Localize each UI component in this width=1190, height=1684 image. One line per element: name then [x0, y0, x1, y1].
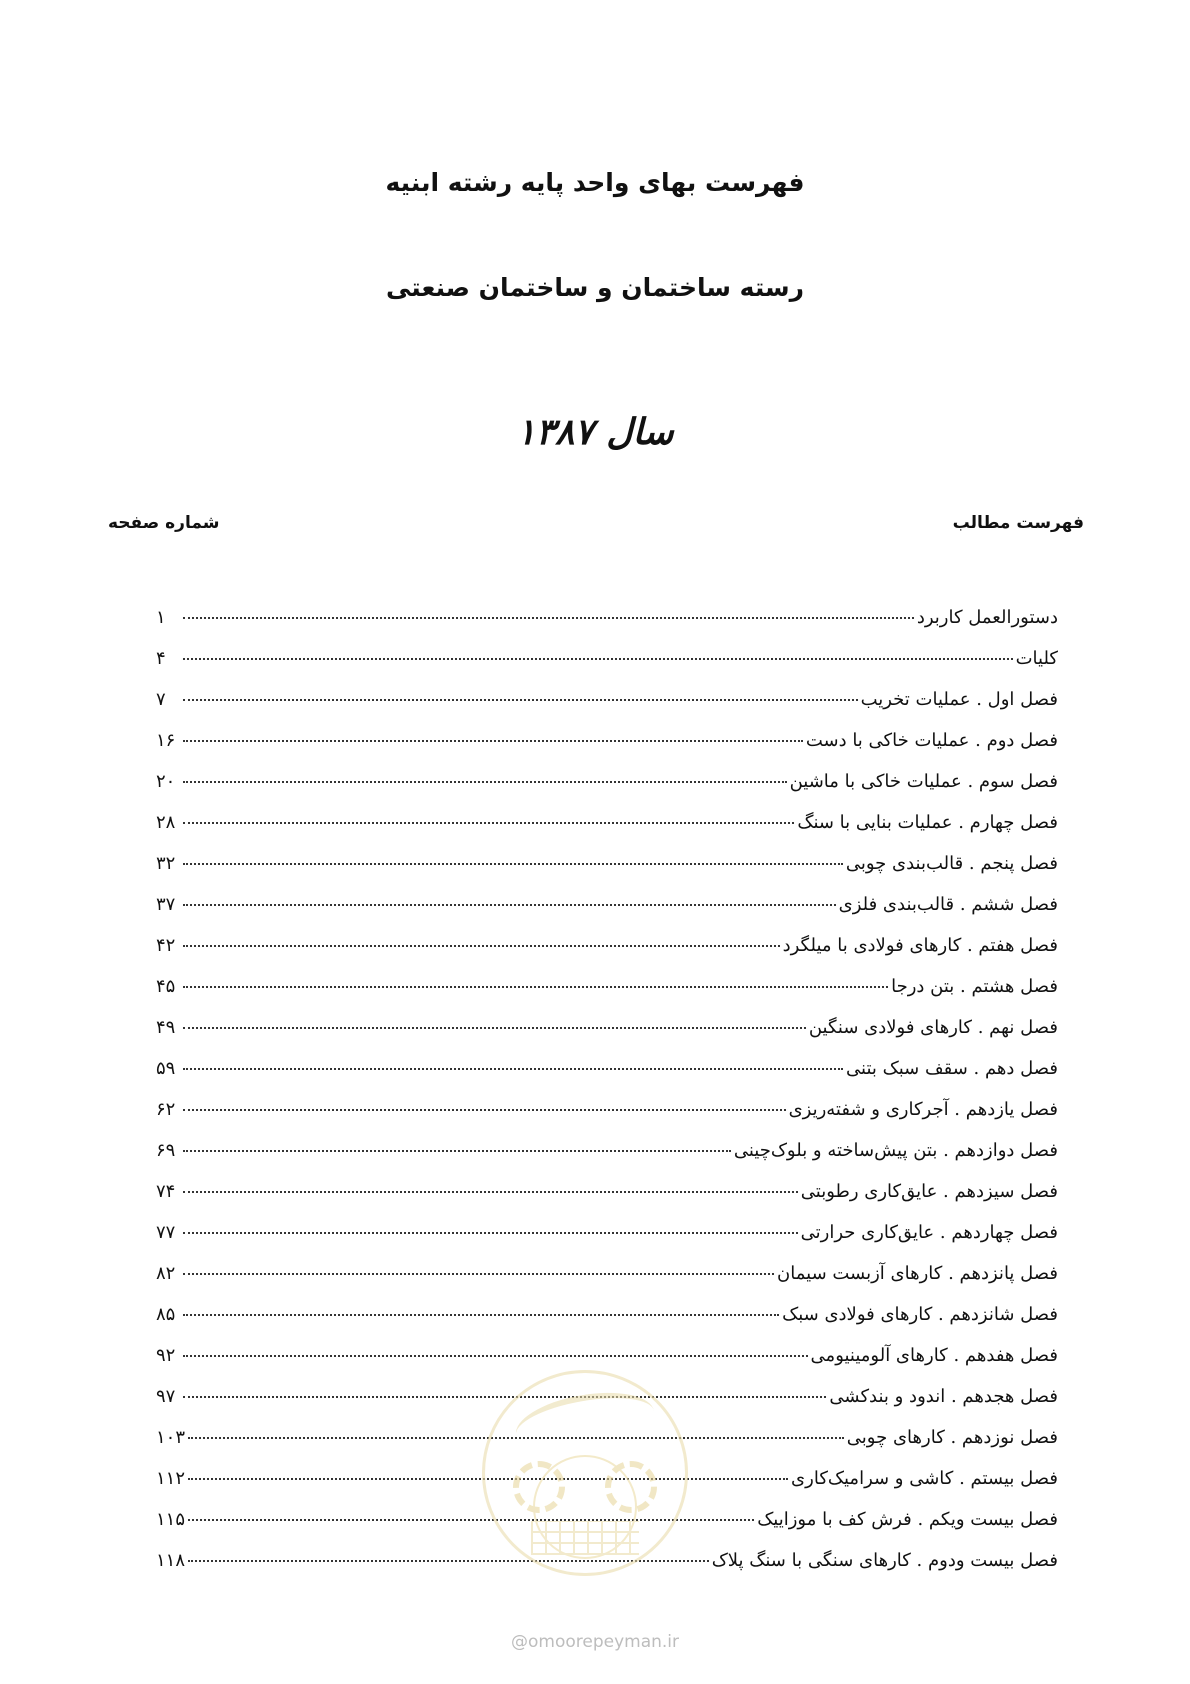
toc-entry-label: فصل دوم . عملیات خاکی با دست — [805, 730, 1058, 751]
toc-entry-page: ۴ — [156, 648, 166, 669]
toc-entry-label: فصل بیستم . کاشی و سرامیک‌کاری — [791, 1468, 1058, 1489]
toc-entry-label: فصل چهاردهم . عایق‌کاری حرارتی — [800, 1222, 1058, 1243]
toc-entry-label: فصل هجدهم . اندود و بندکشی — [829, 1386, 1058, 1407]
toc-entry-page: ۷۴ — [156, 1181, 176, 1202]
toc-entry-page: ۶۹ — [156, 1140, 176, 1161]
leader-dots — [183, 781, 787, 783]
toc-entry-label: فصل نهم . کارهای فولادی سنگین — [808, 1017, 1058, 1038]
toc-entry-page: ۲۸ — [156, 812, 176, 833]
document-subtitle: رسته ساختمان و ساختمان صنعتی — [385, 273, 805, 302]
toc-entry-page: ۹۲ — [156, 1345, 176, 1366]
toc-entry[interactable] — [156, 1140, 1058, 1181]
toc-entry-label: فصل یازدهم . آجرکاری و شفته‌ریزی — [788, 1099, 1058, 1120]
toc-entry[interactable] — [156, 894, 1058, 935]
toc-entry-page: ۲۰ — [156, 771, 176, 792]
toc-entry-page: ۵۹ — [156, 1058, 176, 1079]
document-year: سال ۱۳۸۷ — [516, 412, 674, 453]
toc-entry-label: فصل هفدهم . کارهای آلومینیومی — [810, 1345, 1058, 1366]
toc-entry[interactable] — [156, 1181, 1058, 1222]
toc-entry-label: فصل سیزدهم . عایق‌کاری رطوبتی — [800, 1181, 1058, 1202]
toc-entry-label: فصل هفتم . کارهای فولادی با میلگرد — [782, 935, 1058, 956]
toc-entry-label: فصل هشتم . بتن درجا — [891, 976, 1058, 997]
toc-entry-page: ۳۲ — [156, 853, 176, 874]
toc-entry[interactable] — [156, 976, 1058, 1017]
gear-icon — [513, 1461, 565, 1513]
toc-entry-label: فصل اول . عملیات تخریب — [860, 689, 1058, 710]
leader-dots — [183, 1150, 731, 1152]
toc-entry[interactable] — [156, 771, 1058, 812]
toc-entry[interactable] — [156, 1058, 1058, 1099]
toc-heading: فهرست مطالب — [952, 513, 1084, 533]
toc-entry[interactable] — [156, 935, 1058, 976]
toc-entry-label: فصل دهم . سقف سبک بتنی — [846, 1058, 1058, 1079]
toc-entry-page: ۱۱۵ — [156, 1509, 186, 1530]
toc-entry[interactable] — [156, 1222, 1058, 1263]
toc-entry-page: ۴۹ — [156, 1017, 176, 1038]
seal-grid-mark — [531, 1521, 639, 1555]
leader-dots — [183, 1273, 774, 1275]
toc-entry-page: ۴۲ — [156, 935, 176, 956]
leader-dots — [183, 1232, 798, 1234]
leader-dots — [183, 863, 843, 865]
toc-entry-page: ۳۷ — [156, 894, 176, 915]
toc-entry-page: ۴۵ — [156, 976, 176, 997]
leader-dots — [183, 1068, 843, 1070]
toc-entry[interactable] — [156, 812, 1058, 853]
toc-entry-page: ۷ — [156, 689, 166, 710]
toc-entry-label: فصل چهارم . عملیات بنایی با سنگ — [797, 812, 1058, 833]
toc-entry[interactable] — [156, 607, 1058, 648]
toc-entry-label: فصل بیست ودوم . کارهای سنگی با سنگ پلاک — [711, 1550, 1058, 1571]
leader-dots — [183, 822, 794, 824]
toc-entry[interactable] — [156, 689, 1058, 730]
toc-entry-page: ۹۷ — [156, 1386, 176, 1407]
toc-entry-label: فصل شانزدهم . کارهای فولادی سبک — [782, 1304, 1058, 1325]
toc-entry-page: ۱۰۳ — [156, 1427, 186, 1448]
toc-entry[interactable] — [156, 1099, 1058, 1140]
toc-entry[interactable] — [156, 853, 1058, 894]
toc-entry[interactable] — [156, 1304, 1058, 1345]
leader-dots — [183, 1396, 826, 1398]
toc-entry[interactable] — [156, 648, 1058, 689]
toc-entry-label: کلیات — [1015, 648, 1058, 669]
leader-dots — [183, 699, 858, 701]
toc-entry-page: ۶۲ — [156, 1099, 176, 1120]
toc-entry-label: فصل پنجم . قالب‌بندی چوبی — [845, 853, 1058, 874]
toc-entry-label: فصل دوازدهم . بتن پیش‌ساخته و بلوک‌چینی — [733, 1140, 1058, 1161]
toc-entry-page: ۱ — [156, 607, 166, 628]
leader-dots — [183, 904, 836, 906]
toc-entry[interactable] — [156, 1263, 1058, 1304]
toc-entry-page: ۱۶ — [156, 730, 176, 751]
leader-dots — [183, 740, 803, 742]
leader-dots — [183, 986, 888, 988]
document-title: فهرست بهای واحد پایه رشته ابنیه — [385, 168, 805, 197]
watermark-seal-icon — [482, 1370, 688, 1576]
leader-dots — [183, 1314, 779, 1316]
gear-icon — [605, 1461, 657, 1513]
toc-entry-label: فصل پانزدهم . کارهای آزبست سیمان — [777, 1263, 1058, 1284]
leader-dots — [183, 1191, 798, 1193]
toc-entry-label: دستورالعمل کاربرد — [916, 607, 1058, 628]
leader-dots — [183, 1109, 786, 1111]
toc-entry-page: ۱۱۲ — [156, 1468, 186, 1489]
toc-entry[interactable] — [156, 1017, 1058, 1058]
toc-entry-label: فصل نوزدهم . کارهای چوبی — [846, 1427, 1058, 1448]
toc-entry-label: فصل بیست ویکم . فرش کف با موزاییک — [757, 1509, 1058, 1530]
page-number-heading: شماره صفحه — [108, 513, 220, 533]
leader-dots — [183, 1355, 808, 1357]
toc-entry-label: فصل ششم . قالب‌بندی فلزی — [838, 894, 1058, 915]
leader-dots — [183, 1027, 806, 1029]
toc-entry-page: ۱۱۸ — [156, 1550, 186, 1571]
leader-dots — [183, 658, 1013, 660]
site-watermark: @omoorepeyman.ir — [510, 1632, 680, 1652]
leader-dots — [183, 617, 914, 619]
seal-script-mark — [511, 1383, 659, 1462]
leader-dots — [183, 945, 780, 947]
toc-entry-page: ۷۷ — [156, 1222, 176, 1243]
toc-entry-page: ۸۵ — [156, 1304, 176, 1325]
toc-entry-label: فصل سوم . عملیات خاکی با ماشین — [789, 771, 1058, 792]
toc-entry[interactable] — [156, 730, 1058, 771]
toc-entry-page: ۸۲ — [156, 1263, 176, 1284]
